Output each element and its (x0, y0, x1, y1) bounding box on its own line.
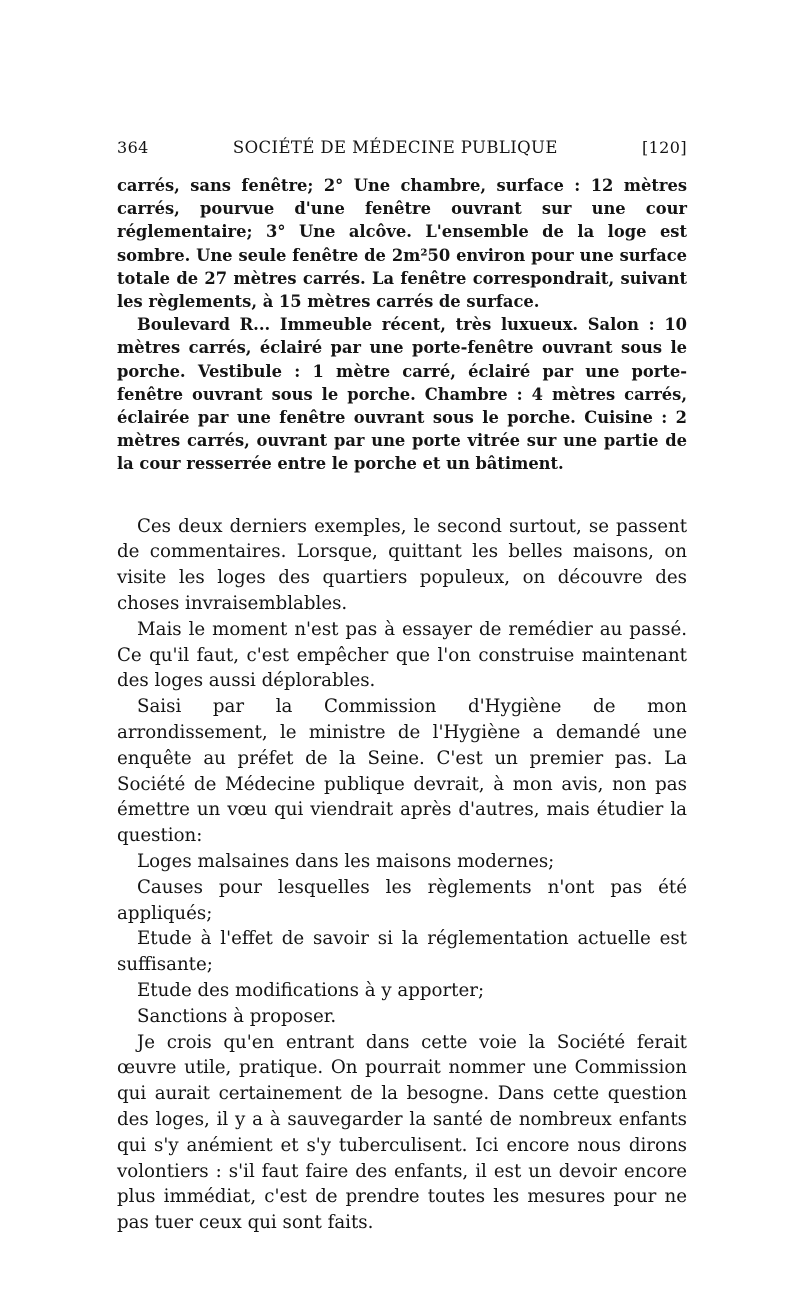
running-header (117, 138, 687, 162)
list-item: Causes pour lesquelles les règlements n'ont pas été appliqués; (117, 876, 687, 924)
body-paragraph: Je crois qu'en entrant dans cette voie la Société ferait œuvre utile, pratique. On pourrait nommer une Commission qui aurait certainement de la besogne. Dans cette question des loges, il y a à sauvegarder la santé de nombreux enfants qui s'y anémient et s'y tuberculisent. Ici encore nous dirons volontiers : s'il faut faire des enfants, il est un devoir encore plus immédiat, c'est de prendre toutes les mesures pour ne pas tuer ceux qui sont faits. (117, 1031, 687, 1234)
bracket-number: [120] (641, 138, 687, 157)
list-item: Sanctions à proposer. (137, 1005, 337, 1027)
list-item: Loges malsaines dans les maisons modernes; (137, 851, 555, 872)
example-paragraph-2: Boulevard R... Immeuble récent, très luxueux. Salon : 10 mètres carrés, éclairé par une porte-fenêtre ouvrant sous le porche. Vestibule : 1 mètre carré, éclairé par une porte-fenêtre ouvrant sous le porche. Chambre : 4 mètres carrés, éclairée par une fenêtre ouvrant sous le porche. Cuisine : 2 mètres carrés, ouvrant par une porte vitrée sur une partie de la cour resserrée entre le porche et un bâtiment. (117, 315, 687, 474)
example-paragraph-1: carrés, sans fenêtre; 2° Une chambre, surface : 12 mètres carrés, pourvue d'une fenêtre ouvrant sur une cour réglementaire; 3° Une alcôve. L'ensemble de la loge est sombre. Une seule fenêtre de 2m²50 environ pour une surface totale de 27 mètres carrés. La fenêtre correspondrait, suivant les règlements, à 15 mètres carrés de surface. (117, 176, 687, 312)
body-paragraph: Saisi par la Commission d'Hygiène de mon arrondissement, le ministre de l'Hygiène a demandé une enquête au préfet de la Seine. C'est un premier pas. La Société de Médecine publique devrait, à mon avis, non pas émettre un vœu qui viendrait après d'autres, mais étudier la question: (117, 696, 687, 847)
list-item: Etude à l'effet de savoir si la réglementation actuelle est suffisante; (117, 928, 687, 976)
document-page (117, 138, 687, 1236)
list-item: Etude des modifications à y apporter; (137, 979, 485, 1001)
body-paragraph: Ces deux derniers exemples, le second surtout, se passent de commentaires. Lorsque, quittant les belles maisons, on visite les loges des quartiers populeux, on découvre des choses invraisemblables. (117, 515, 687, 615)
body-text (117, 514, 687, 1236)
page-number: 364 (117, 138, 149, 157)
running-title: SOCIÉTÉ DE MÉDECINE PUBLIQUE (232, 138, 558, 157)
body-paragraph: Mais le moment n'est pas à essayer de remédier au passé. Ce qu'il faut, c'est empêcher que l'on construise maintenant des loges aussi déplorables. (117, 618, 687, 692)
quoted-examples (117, 174, 687, 476)
